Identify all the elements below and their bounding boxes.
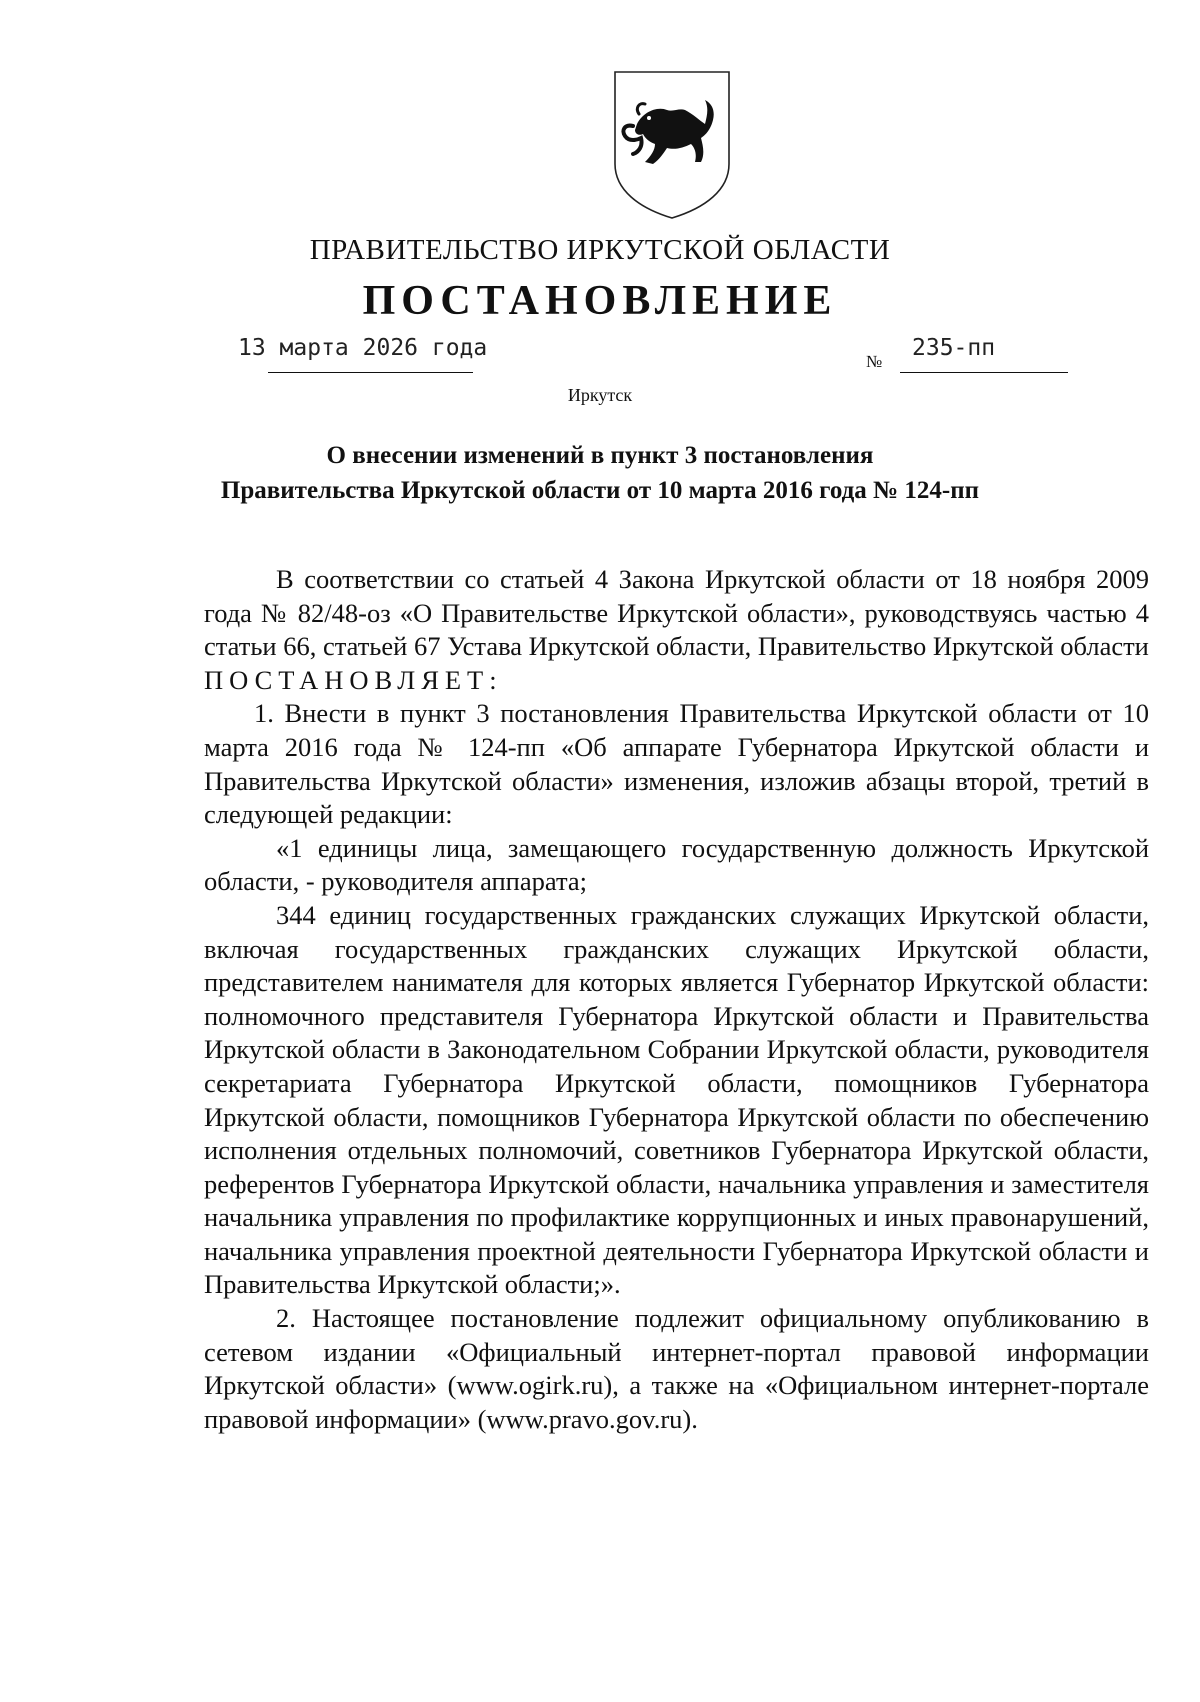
resolves-heading: ПОСТАНОВЛЯЕТ:	[204, 664, 503, 695]
document-subject	[0, 438, 1200, 508]
subject-line-2: Правительства Иркутской области от 10 марта 2016 года № 124-пп	[220, 477, 980, 504]
irkutsk-coat-of-arms-icon	[609, 68, 735, 220]
document-body	[204, 563, 1149, 1436]
number-underline	[900, 372, 1068, 373]
item-2-paragraph: 2. Настоящее постановление подлежит официальному опубликованию в сетевом издании «Официальный интернет-портал правовой информации Иркутской области» (www.ogirk.ru), а также на «Официальном интернет-портале правовой информации» (www.pravo.gov.ru).	[204, 1303, 1149, 1434]
item-1-quote-paragraph-2: 344 единиц государственных гражданских служащих Иркутской области, включая государственных гражданских служащих Иркутской области, представителем нанимателя для которых является Губернатор Иркутской области: полномочного представителя Губернатора Иркутской области и Правительства Иркутской области в Законодательном Собрании Иркутской области, руководителя секретариата Губернатора Иркутской области, помощников Губернатора Иркутской области, помощников Губернатора Иркутской области по обеспечению исполнения отдельных полномочий, советников Губернатора Иркутской области, референтов Губернатора Иркутской области, начальника управления и заместителя начальника управления по профилактике коррупционных и иных правонарушений, начальника управления проектной деятельности Губернатора Иркутской области и Правительства Иркутской области;».	[204, 899, 1149, 1300]
item-1-quote-paragraph-1: «1 единицы лица, замещающего государственную должность Иркутской области, - руководителя аппарата;	[204, 832, 1149, 897]
document-date: 13 марта 2026 года	[238, 335, 488, 361]
item-1-paragraph: 1. Внести в пункт 3 постановления Правительства Иркутской области от 10 марта 2016 года № 124-пп «Об аппарате Губернатора Иркутской области и Правительства Иркутской области» изменения, изложив абзацы второй, третий в следующей редакции:	[204, 698, 1149, 830]
document-type-title: ПОСТАНОВЛЕНИЕ	[362, 278, 838, 324]
number-sign: №	[866, 352, 883, 371]
subject-line-1: О внесении изменений в пункт 3 постановления	[326, 442, 874, 469]
document-number: 235-пп	[912, 335, 996, 361]
government-name: ПРАВИТЕЛЬСТВО ИРКУТСКОЙ ОБЛАСТИ	[309, 234, 891, 266]
document-city: Иркутск	[567, 385, 633, 405]
preamble-paragraph: В соответствии со статьей 4 Закона Иркутской области от 18 ноября 2009 года № 82/48-оз «О Правительстве Иркутской области», руководствуясь частью 4 статьи 66, статьей 67 Устава Иркутской области, Правительство Иркутской области	[204, 564, 1149, 662]
date-underline	[268, 372, 473, 373]
